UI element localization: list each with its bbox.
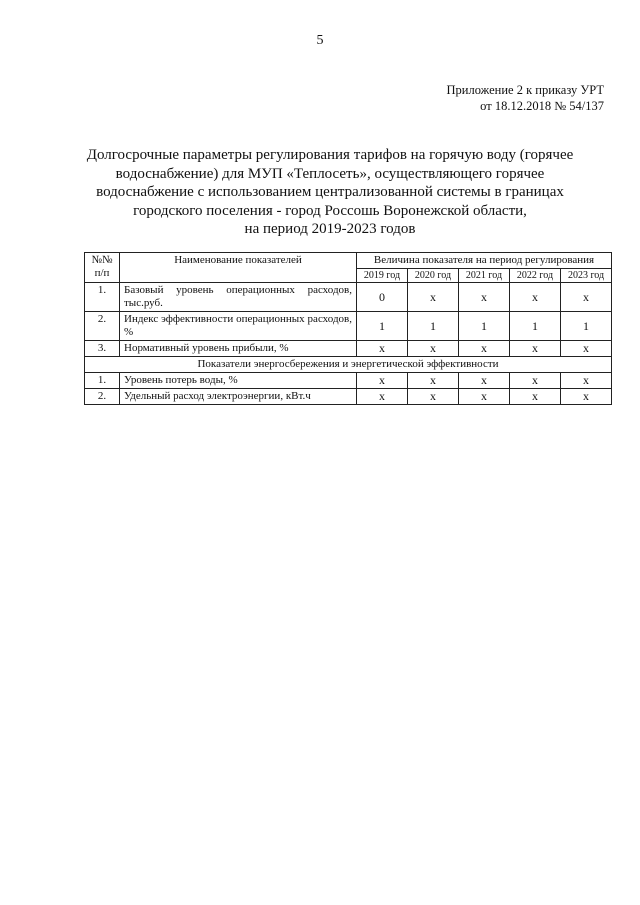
appendix-reference [447,82,605,114]
title-line-2: водоснабжение) для МУП «Теплосеть», осуществляющего горячее [115,165,545,182]
title-line-4: городского поселения - город Россошь Воронежской области, [133,202,527,219]
appendix-line-2: от 18.12.2018 № 54/137 [480,99,604,113]
header-indicator-name: Наименование показателей [120,253,357,283]
appendix-line-1: Приложение 2 к приказу УРТ [446,83,604,97]
table-row [85,341,612,357]
row-indicator-name: Удельный расход электроэнергии, кВт.ч [120,389,357,405]
row-indicator-name: Индекс эффективности операционных расходов, % [120,312,357,341]
value-cell: х [561,283,612,312]
year-2021: 2021 год [459,269,510,283]
value-cell: х [561,389,612,405]
value-cell: х [408,341,459,357]
value-cell: 1 [357,312,408,341]
header-number: №№ п/п [85,253,120,283]
year-2023: 2023 год [561,269,612,283]
page-number: 5 [316,33,324,48]
parameters-table [84,252,612,405]
year-2022: 2022 год [510,269,561,283]
row-number: 2. [85,312,120,341]
row-indicator-name: Уровень потерь воды, % [120,373,357,389]
value-cell: х [459,373,510,389]
value-cell: х [510,341,561,357]
table-row [85,389,612,405]
value-cell: х [459,341,510,357]
table-header-row [85,253,612,269]
title-line-1: Долгосрочные параметры регулирования тарифов на горячую воду (горячее [86,147,574,163]
value-cell: х [510,389,561,405]
row-number: 1. [85,373,120,389]
value-cell: х [561,373,612,389]
row-number: 1. [85,283,120,312]
value-cell: х [459,283,510,312]
value-cell: х [510,373,561,389]
table-row [85,283,612,312]
value-cell: 1 [459,312,510,341]
value-cell: 1 [408,312,459,341]
value-cell: х [561,341,612,357]
value-cell: 1 [561,312,612,341]
row-indicator-name: Базовый уровень операционных расходов, тыс.руб. [120,283,357,312]
section-header-row [85,357,612,373]
header-value: Величина показателя на период регулирования [357,253,612,269]
value-cell: х [357,373,408,389]
row-indicator-name: Нормативный уровень прибыли, % [120,341,357,357]
row-number: 2. [85,389,120,405]
title-line-5: на период 2019-2023 годов [244,221,416,237]
value-cell: х [459,389,510,405]
title-line-3: водоснабжение с использованием централизованной системы в границах [96,184,564,200]
value-cell: х [510,283,561,312]
row-number: 3. [85,341,120,357]
value-cell: х [408,283,459,312]
value-cell: 1 [510,312,561,341]
value-cell: х [408,373,459,389]
table-row [85,373,612,389]
table-row [85,312,612,341]
value-cell: 0 [357,283,408,312]
year-2019: 2019 год [357,269,408,283]
document-title [70,146,590,239]
value-cell: х [408,389,459,405]
value-cell: х [357,389,408,405]
year-2020: 2020 год [408,269,459,283]
section-title: Показатели энергосбережения и энергетической эффективности [85,357,612,373]
value-cell: х [357,341,408,357]
